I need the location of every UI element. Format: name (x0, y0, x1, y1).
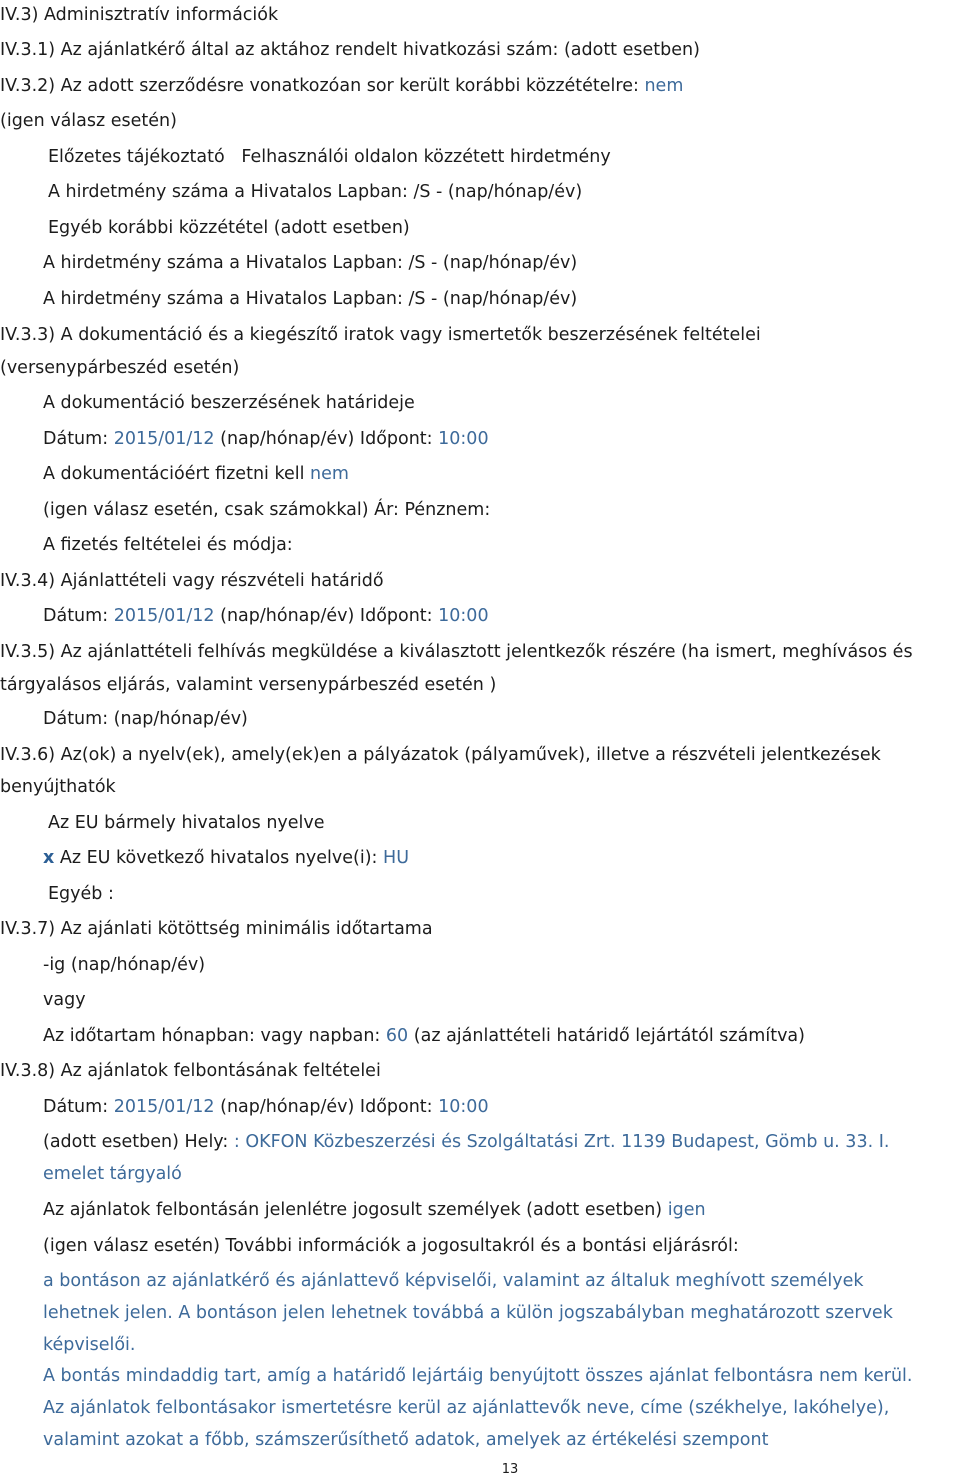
section-iv33-price: (igen válasz esetén, csak számokkal) Ár: Pénznem: (43, 500, 491, 520)
section-iv32-notice-3: A hirdetmény száma a Hivatalos Lapban: /S - (nap/hónap/év) (43, 289, 578, 309)
persons-label: Az ajánlatok felbontásán jelenlétre jogosult személyek (adott esetben) (43, 1200, 663, 1220)
section-iv36-option-following (43, 846, 409, 870)
section-iv33-line-1: IV.3.3) A dokumentáció és a kiegészítő iratok vagy ismertetők beszerzésének feltételei (0, 325, 761, 345)
section-iv32-options: Előzetes tájékoztató Felhasználói oldalon közzétett hirdetmény (48, 147, 611, 167)
section-iv32-line (0, 74, 683, 98)
date-format: (nap/hónap/év) Időpont: (220, 429, 433, 449)
section-iv36-line-2: benyújthatók (0, 777, 116, 797)
section-iv38-info-line: képviselői. (43, 1335, 136, 1355)
section-iv38-info-line: A bontás mindaddig tart, amíg a határidő lejártáig benyújtott összes ajánlat felbontásra nem kerül. (43, 1366, 913, 1386)
section-iv38-info-label: (igen válasz esetén) További információk a jogosultakról és a bontási eljárásról: (43, 1236, 739, 1256)
language-value: HU (383, 848, 409, 868)
section-iv32-notice-1: A hirdetmény száma a Hivatalos Lapban: /S - (nap/hónap/év) (48, 182, 583, 202)
section-iv33-line-2: (versenypárbeszéd esetén) (0, 358, 240, 378)
duration-label: Az időtartam hónapban: vagy napban: (43, 1026, 381, 1046)
time-value: 10:00 (438, 429, 489, 449)
date-value: 2015/01/12 (113, 1097, 215, 1117)
section-iv35-date: Dátum: (nap/hónap/év) (43, 709, 248, 729)
section-iv33-terms: A fizetés feltételei és módja: (43, 535, 293, 555)
section-iv38-label: IV.3.8) Az ajánlatok felbontásának feltételei (0, 1061, 381, 1081)
date-format: (nap/hónap/év) Időpont: (220, 606, 433, 626)
section-iv38-info-line: lehetnek jelen. A bontáson jelen lehetnek továbbá a külön jogszabályban meghatározott szervek (43, 1303, 893, 1323)
section-iv34-label: IV.3.4) Ajánlattételi vagy részvételi határidő (0, 571, 384, 591)
duration-note: (az ajánlattételi határidő lejártától számítva) (413, 1026, 805, 1046)
section-iv37-duration-line (43, 1024, 805, 1048)
date-value: 2015/01/12 (113, 606, 215, 626)
duration-value: 60 (385, 1026, 409, 1046)
date-label: Dátum: (43, 606, 109, 626)
place-value: : OKFON Közbeszerzési és Szolgáltatási Zrt. 1139 Budapest, Gömb u. 33. I. (233, 1132, 890, 1152)
date-label: Dátum: (43, 429, 109, 449)
section-iv33-pay-line (43, 462, 349, 486)
pay-value: nem (310, 464, 349, 484)
date-label: Dátum: (43, 1097, 109, 1117)
section-iv36-option-other: Egyéb : (48, 884, 114, 904)
persons-value: igen (667, 1200, 706, 1220)
section-iv34-date-line (43, 604, 489, 628)
section-iv36-line-1: IV.3.6) Az(ok) a nyelv(ek), amely(ek)en a pályázatok (pályaművek), illetve a részvételi jelentkezések (0, 745, 881, 765)
section-iv38-place-line (43, 1130, 889, 1154)
page-number: 13 (501, 1462, 519, 1477)
date-format: (nap/hónap/év) Időpont: (220, 1097, 433, 1117)
place-label: (adott esetben) Hely: (43, 1132, 229, 1152)
date-value: 2015/01/12 (113, 429, 215, 449)
time-value: 10:00 (438, 1097, 489, 1117)
time-value: 10:00 (438, 606, 489, 626)
section-iv38-place-cont: emelet tárgyaló (43, 1164, 182, 1184)
section-iv37-ig: -ig (nap/hónap/év) (43, 955, 206, 975)
section-iv33-deadline: A dokumentáció beszerzésének határideje (43, 393, 415, 413)
section-iv38-persons-line (43, 1198, 706, 1222)
pay-label: A dokumentációért fizetni kell (43, 464, 305, 484)
section-iv31-label: IV.3.1) Az ajánlatkérő által az aktához rendelt hivatkozási szám: (adott esetben) (0, 40, 700, 60)
section-iv35-line-2: tárgyalásos eljárás, valamint versenypárbeszéd esetén ) (0, 675, 497, 695)
section-iv32-value: nem (644, 76, 684, 96)
section-iv32-if-yes: (igen válasz esetén) (0, 111, 177, 131)
section-iv32-other: Egyéb korábbi közzététel (adott esetben) (48, 218, 410, 238)
section-iv38-info-line: Az ajánlatok felbontásakor ismertetésre kerül az ajánlattevők neve, címe (székhelye, lakóhelye), (43, 1398, 890, 1418)
option-label: Az EU következő hivatalos nyelve(i): (59, 848, 378, 868)
section-iv38-info-line: a bontáson az ajánlatkérő és ajánlattevő képviselői, valamint az általuk meghívott személyek (43, 1271, 864, 1291)
section-iv32-label: IV.3.2) Az adott szerződésre vonatkozóan sor került korábbi közzétételre: (0, 76, 639, 96)
checked-mark-icon: x (43, 848, 55, 868)
section-iv38-info-line: valamint azokat a főbb, számszerűsíthető adatok, amelyek az értékelési szempont (43, 1430, 769, 1450)
section-iv36-option-any: Az EU bármely hivatalos nyelve (48, 813, 325, 833)
section-iv3-heading: IV.3) Adminisztratív információk (0, 5, 279, 25)
section-iv37-label: IV.3.7) Az ajánlati kötöttség minimális időtartama (0, 919, 433, 939)
section-iv35-line-1: IV.3.5) Az ajánlattételi felhívás megküldése a kiválasztott jelentkezők részére (ha ismert, meghívásos és (0, 642, 913, 662)
section-iv37-or: vagy (43, 990, 86, 1010)
section-iv33-date-line (43, 427, 489, 451)
section-iv32-notice-2: A hirdetmény száma a Hivatalos Lapban: /S - (nap/hónap/év) (43, 253, 578, 273)
section-iv38-date-line (43, 1095, 489, 1119)
